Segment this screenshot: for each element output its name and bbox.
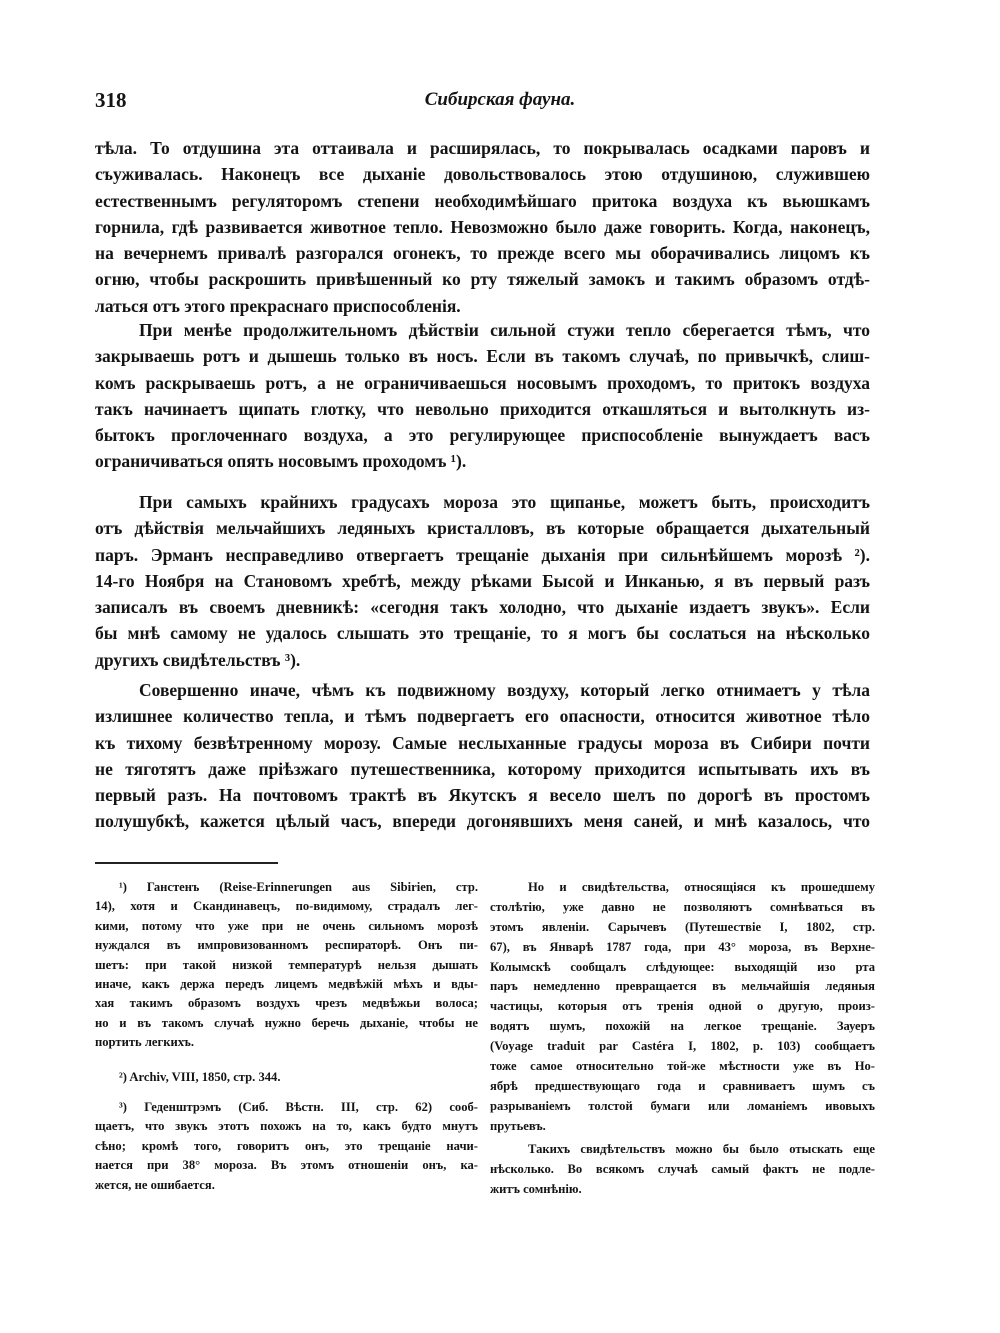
footnote-line: сѣно; кромѣ того, говоритъ онъ, это трещаніе начи- — [95, 1138, 478, 1153]
footnote-line: щаетъ, что звукъ этотъ похожъ на то, какъ будто мнутъ — [95, 1119, 478, 1134]
footnote-line: частицы, которыя отъ тренія одной о другую, произ- — [490, 999, 875, 1014]
footnote-line: ³) Геденштрэмъ (Сиб. Вѣстн. III, стр. 62) сооб- — [119, 1100, 478, 1114]
text-line: съуживалась. Наконецъ все дыханіе довольствовалось этою отдушиною, служившею — [95, 164, 870, 185]
footnote-line: Такихъ свидѣтельствъ можно бы было отыскать еще — [528, 1142, 875, 1156]
footnote-line: Но и свидѣтельства, относящіяся къ прошедшему — [528, 880, 875, 894]
text-line: первый разъ. На почтовомъ трактѣ въ Якутскъ я весело шелъ по дорогѣ въ простомъ — [95, 785, 870, 806]
footnote-line: разрываніемъ толстой бумаги или ломаніемъ ивовыхъ — [490, 1098, 875, 1113]
footnote-line: нуждался въ импровизованномъ респираторѣ. Онъ пи- — [95, 938, 478, 953]
text-line: бы мнѣ самому не удалось слышать это трещаніе, то я могъ бы сослаться на нѣсколько — [95, 623, 870, 644]
text-line: Совершенно иначе, чѣмъ къ подвижному воздуху, который легко отнимаетъ у тѣла — [139, 680, 870, 700]
text-line: излишнее количество тепла, и тѣмъ подвергаетъ его опасности, относится животное тѣло — [95, 706, 870, 727]
text-line: къ тихому безвѣтренному морозу. Самые неслыханные градусы мороза въ Сибири почти — [95, 732, 870, 753]
text-line: огню, чтобы раскрошить привѣшенный ко рту тяжелый замокъ и такимъ образомъ отдѣ- — [95, 269, 870, 290]
footnote-line: этомъ явленіи. Сарычевъ (Путешествіе I, 1802, стр. — [490, 919, 875, 934]
footnote — [490, 1140, 875, 1200]
text-line: записалъ въ своемъ дневникѣ: «сегодня такъ холодно, что дыханіе издаетъ звукъ». Если — [95, 597, 870, 618]
text-line: латься отъ этого прекраснаго приспособленія. — [95, 295, 461, 316]
footnote-line: ¹) Ганстенъ (Reise-Erinnerungen aus Sibirien, стр. — [119, 880, 478, 894]
footnote-line: иначе, какъ держа передъ лицемъ медвѣжій мѣхъ и вды- — [95, 976, 478, 991]
text-line: ограничиваться опять носовымъ проходомъ ¹). — [95, 451, 467, 472]
footnote — [95, 1068, 478, 1087]
text-line: отъ дѣйствія мельчайшихъ ледяныхъ кристалловъ, въ которые обращается дыхательный — [95, 518, 870, 539]
footnote-line: 14), хотя и Скандинавецъ, по-видимому, страдалъ лег- — [95, 899, 478, 914]
text-line: не тяготятъ даже пріѣзжаго путешественника, которому приходится испытывать ихъ въ — [95, 758, 870, 779]
text-line: При самыхъ крайнихъ градусахъ мороза это щипанье, можетъ быть, происходитъ — [139, 492, 870, 512]
paragraph — [95, 135, 870, 319]
text-line: на вечернемъ привалѣ разгорался огонекъ, то прежде всего мы оборачивались лицомъ къ — [95, 243, 870, 264]
footnote-line: кими, потому что уже при не очень сильномъ морозѣ — [95, 918, 478, 933]
footnote-divider — [95, 862, 278, 864]
text-line: 14-го Ноября на Становомъ хребтѣ, между рѣками Бысой и Инканью, я въ первый разъ — [95, 570, 870, 591]
text-line: паръ. Эрманъ несправедливо отвергаетъ трещаніе дыханія при сильнѣйшемъ морозѣ ²). — [95, 544, 870, 565]
text-line: При менѣе продолжительномъ дѣйствіи сильной стужи тепло сберегается тѣмъ, что — [139, 320, 870, 340]
footnote-line: но и въ такомъ случаѣ нужно беречь дыханіе, чтобы не — [95, 1015, 478, 1030]
footnote-line: нѣсколько. Во всякомъ случаѣ самый фактъ не подле- — [490, 1161, 875, 1176]
text-line: бытокъ проглоченнаго воздуха, а это регулирующее приспособленіе вынуждаетъ васъ — [95, 425, 870, 446]
footnote-line: ябрѣ предшествующаго года и сравниваетъ шумъ съ — [490, 1078, 875, 1093]
footnote-line: водятъ шумъ, похожій на легкое трещаніе. Зауеръ — [490, 1019, 875, 1034]
footnote-line: житъ сомнѣнію. — [490, 1181, 582, 1196]
paragraph — [95, 317, 870, 475]
footnote-line: нается при 38° мороза. Въ этомъ отношеніи онъ, ка- — [95, 1158, 478, 1173]
text-line: такъ начинаетъ щипать глотку, что невольно приходится откашляться и вытолкнуть из- — [95, 398, 870, 419]
text-line: горнила, гдѣ развивается животное тепло. Невозможно было даже говорить. Когда, наконецъ, — [95, 216, 870, 237]
footnote-line: (Voyage traduit par Castéra I, 1802, p. 103) сообщаетъ — [490, 1039, 875, 1054]
text-line: закрываешь ротъ и дышешь только въ носъ. Если въ такомъ случаѣ, по привычкѣ, слиш- — [95, 346, 870, 367]
footnote-line: шетъ: при такой низкой температурѣ нельзя дышать — [95, 957, 478, 972]
footnote-line: жется, не ошибается. — [95, 1177, 215, 1192]
footnote-line: Колымскѣ сообщалъ слѣдующее: выходящій изо рта — [490, 959, 875, 974]
paragraph — [95, 677, 870, 835]
footnote-line: 67), въ Январѣ 1787 года, при 43° мороза, въ Верхне- — [490, 939, 875, 954]
text-line: естественнымъ регуляторомъ степени необходимѣйшаго притока воздуха къ вьюшкамъ — [95, 190, 870, 211]
running-title: Сибирская фауна. — [424, 89, 576, 110]
text-line: другихъ свидѣтельствъ ³). — [95, 649, 301, 670]
text-line: полушубкѣ, кажется цѣлый часъ, впереди догонявшихъ меня саней, и мнѣ казалось, что — [95, 811, 870, 832]
footnote-line: прутьевъ. — [490, 1118, 546, 1133]
footnote — [490, 878, 875, 1137]
footnote — [95, 1098, 478, 1195]
footnote-line: паръ немедленно превращается въ мельчайшія ледяныя — [490, 979, 875, 994]
footnote-line: хая такимъ образомъ воздухъ чрезъ медвѣжьи волоса; — [95, 996, 478, 1011]
text-line: тѣла. То отдушина эта оттаивала и расширялась, то покрывалась осадками паровъ и — [95, 138, 870, 158]
footnote-line: столѣтію, уже давно не позволяютъ сомнѣваться въ — [490, 899, 875, 914]
paragraph — [95, 489, 870, 673]
text-line: комъ раскрываешь ротъ, а не ограничиваешься носовымъ проходомъ, то притокъ воздуха — [95, 372, 870, 393]
footnote-line: тоже самое относительно той-же мѣстности уже въ Но- — [490, 1059, 875, 1074]
footnote-line: ²) Archiv, VIII, 1850, стр. 344. — [119, 1070, 281, 1084]
footnote-line: портить легкихъ. — [95, 1035, 195, 1050]
footnote — [95, 878, 478, 1053]
page-number: 318 — [95, 88, 127, 112]
